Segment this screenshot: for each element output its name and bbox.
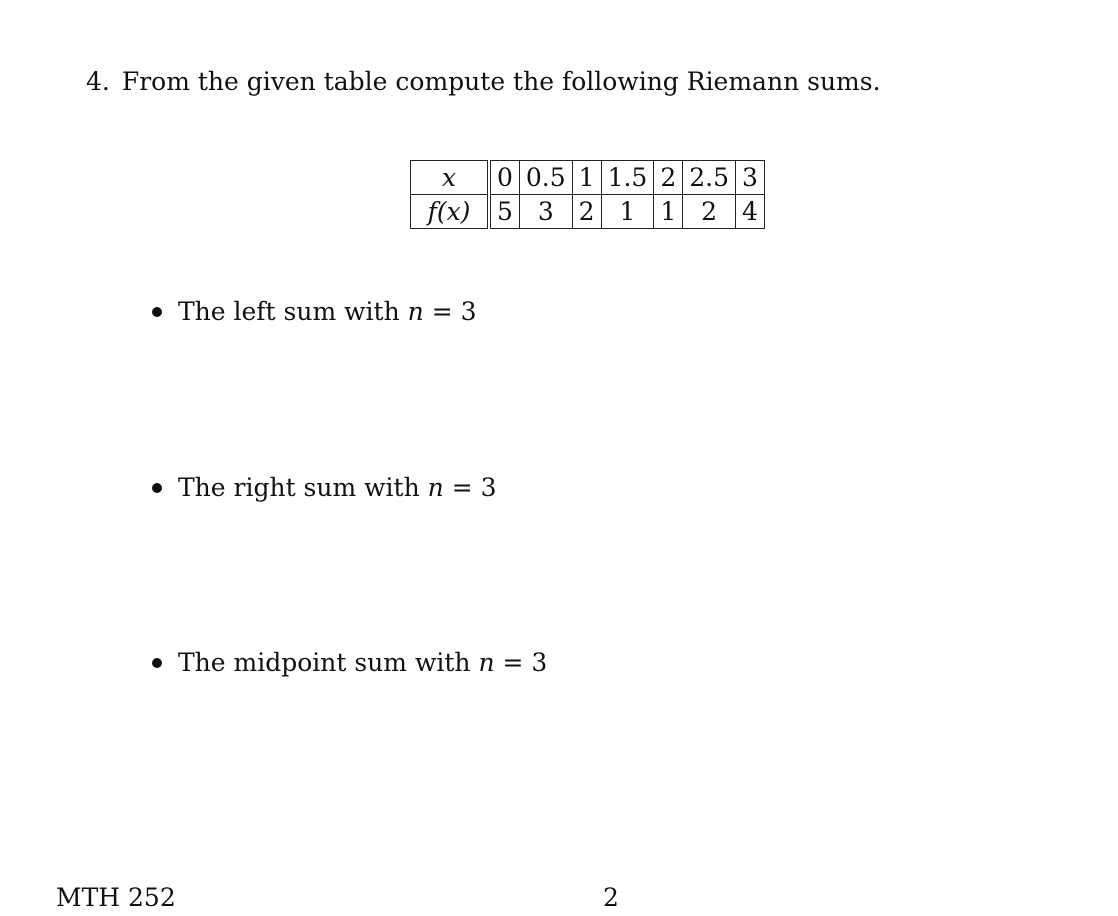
table-cell: 2	[654, 161, 683, 195]
problem-text: From the given table compute the following Riemann sums.	[121, 67, 881, 96]
table-cell: 2	[683, 195, 736, 229]
bullet-equals: = 3	[451, 473, 497, 502]
table-cell: 1.5	[601, 161, 654, 195]
bullet-dot-icon	[152, 483, 162, 493]
bullet-dot-icon	[152, 307, 162, 317]
table-row-fx	[411, 195, 765, 229]
row-label-fx: f(x)	[411, 195, 490, 229]
footer-course: MTH 252	[56, 883, 176, 912]
problem-number: 4.	[86, 67, 110, 96]
bullet-text: The midpoint sum with	[178, 648, 471, 677]
table-cell: 1	[654, 195, 683, 229]
bullet-equals: = 3	[502, 648, 548, 677]
bullet-equals: = 3	[431, 297, 477, 326]
table-cell: 5	[489, 195, 519, 229]
table-cell: 2.5	[683, 161, 736, 195]
table-cell: 3	[736, 161, 765, 195]
table-cell: 0	[489, 161, 519, 195]
bullet-variable: n	[427, 473, 444, 502]
bullet-dot-icon	[152, 658, 162, 668]
table-cell: 3	[519, 195, 572, 229]
bullet-variable: n	[407, 297, 424, 326]
table-cell: 1	[572, 161, 601, 195]
table-cell: 4	[736, 195, 765, 229]
values-table	[410, 160, 765, 229]
table-row-x	[411, 161, 765, 195]
table-cell: 2	[572, 195, 601, 229]
bullet-text: The left sum with	[178, 297, 400, 326]
bullet-text: The right sum with	[178, 473, 420, 502]
problem-statement	[86, 64, 881, 100]
footer-page-number: 2	[603, 883, 619, 912]
bullet-left-sum	[152, 294, 477, 330]
table-cell: 1	[601, 195, 654, 229]
bullet-variable: n	[478, 648, 495, 677]
table-cell: 0.5	[519, 161, 572, 195]
bullet-midpoint-sum	[152, 645, 547, 681]
row-label-x: x	[411, 161, 490, 195]
bullet-right-sum	[152, 470, 497, 506]
